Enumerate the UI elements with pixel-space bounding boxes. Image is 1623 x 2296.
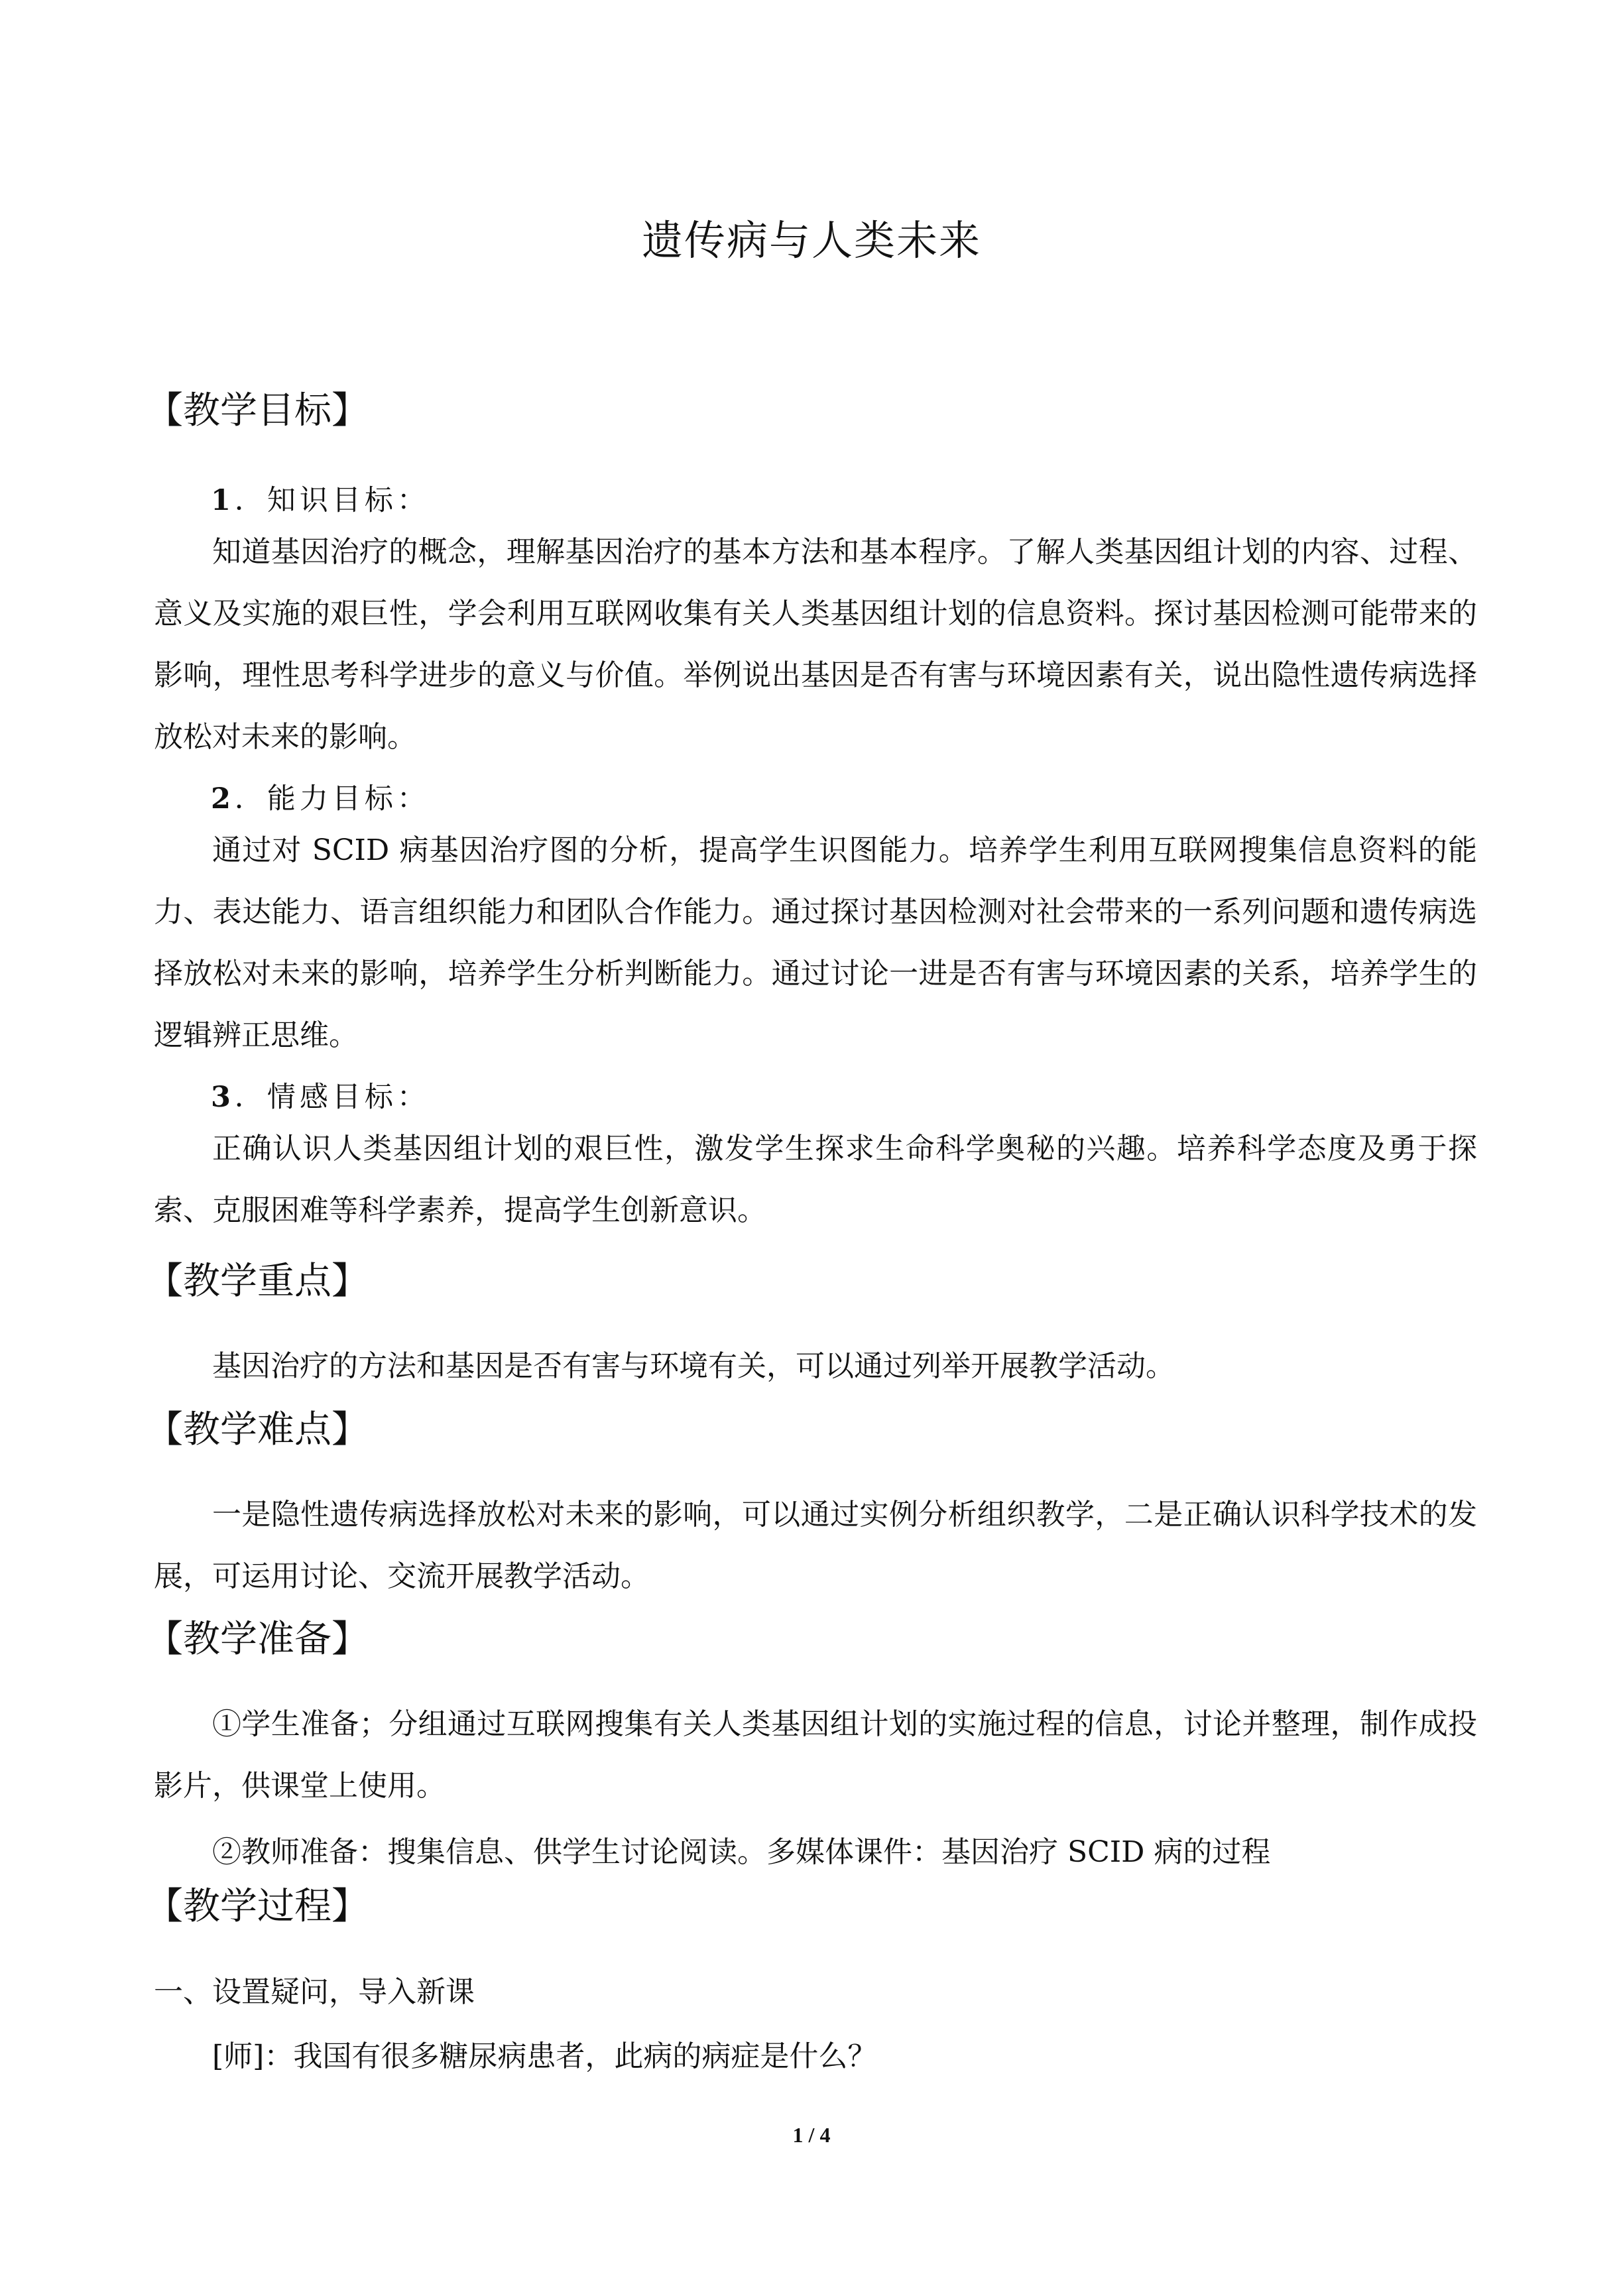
paragraph-teacher-preparation: ②教师准备：搜集信息、供学生讨论阅读。多媒体课件：基因治疗 SCID 病的过程 xyxy=(212,1835,1271,1869)
subheading-emotion xyxy=(211,1071,430,1124)
process-step-1: 一、设置疑问，导入新课 xyxy=(154,1975,475,2009)
heading-difficulties: 【教学难点】 xyxy=(146,1408,369,1451)
page-number: 1 / 4 xyxy=(792,2123,831,2147)
paragraph-ability: 通过对 SCID 病基因治疗图的分析，提高学生识图能力。培养学生利用互联网搜集信息资料的能力、表达能力、语言组织能力和团队合作能力。通过探讨基因检测对社会带来的一系列问题和遗传病选择放松对未来的影响，培养学生分析判断能力。通过讨论一进是否有害与环境因素的关系，培养学生的逻辑辨正思维。 xyxy=(154,833,1477,1052)
paragraph-knowledge: 知道基因治疗的概念，理解基因治疗的基本方法和基本程序。了解人类基因组计划的内容、过程、意义及实施的艰巨性，学会利用互联网收集有关人类基因组计划的信息资料。探讨基因检测可能带来的影响，理性思考科学进步的意义与价值。举例说出基因是否有害与环境因素有关，说出隐性遗传病选择放松对未来的影响。 xyxy=(154,535,1477,754)
subheading-knowledge xyxy=(211,474,430,527)
subheading-number: 3 xyxy=(211,1081,235,1114)
paragraph-student-preparation: ①学生准备；分组通过互联网搜集有关人类基因组计划的实施过程的信息，讨论并整理，制作成投影片，供课堂上使用。 xyxy=(154,1707,1477,1803)
subheading-ability xyxy=(211,772,430,825)
subheading-label: ．情感目标： xyxy=(234,1081,430,1114)
heading-key-points: 【教学重点】 xyxy=(146,1260,369,1303)
heading-preparation: 【教学准备】 xyxy=(146,1618,369,1661)
paragraph-difficulties: 一是隐性遗传病选择放松对未来的影响，可以通过实例分析组织教学，二是正确认识科学技术的发展，可运用讨论、交流开展教学活动。 xyxy=(154,1498,1477,1593)
heading-objectives: 【教学目标】 xyxy=(146,389,369,432)
subheading-label: ．能力目标： xyxy=(234,782,430,816)
paragraph-key-points: 基因治疗的方法和基因是否有害与环境有关，可以通过列举开展教学活动。 xyxy=(212,1349,1175,1383)
document-title: 遗传病与人类未来 xyxy=(641,216,981,265)
subheading-number: 2 xyxy=(211,782,235,816)
paragraph-emotion: 正确认识人类基因组计划的艰巨性，激发学生探求生命科学奥秘的兴趣。培养科学态度及勇于探索、克服困难等科学素养，提高学生创新意识。 xyxy=(154,1132,1477,1227)
subheading-number: 1 xyxy=(211,484,235,517)
teacher-question: [师]：我国有很多糖尿病患者，此病的病症是什么？ xyxy=(212,2039,877,2073)
heading-process: 【教学过程】 xyxy=(146,1885,369,1928)
subheading-label: ．知识目标： xyxy=(234,484,430,517)
